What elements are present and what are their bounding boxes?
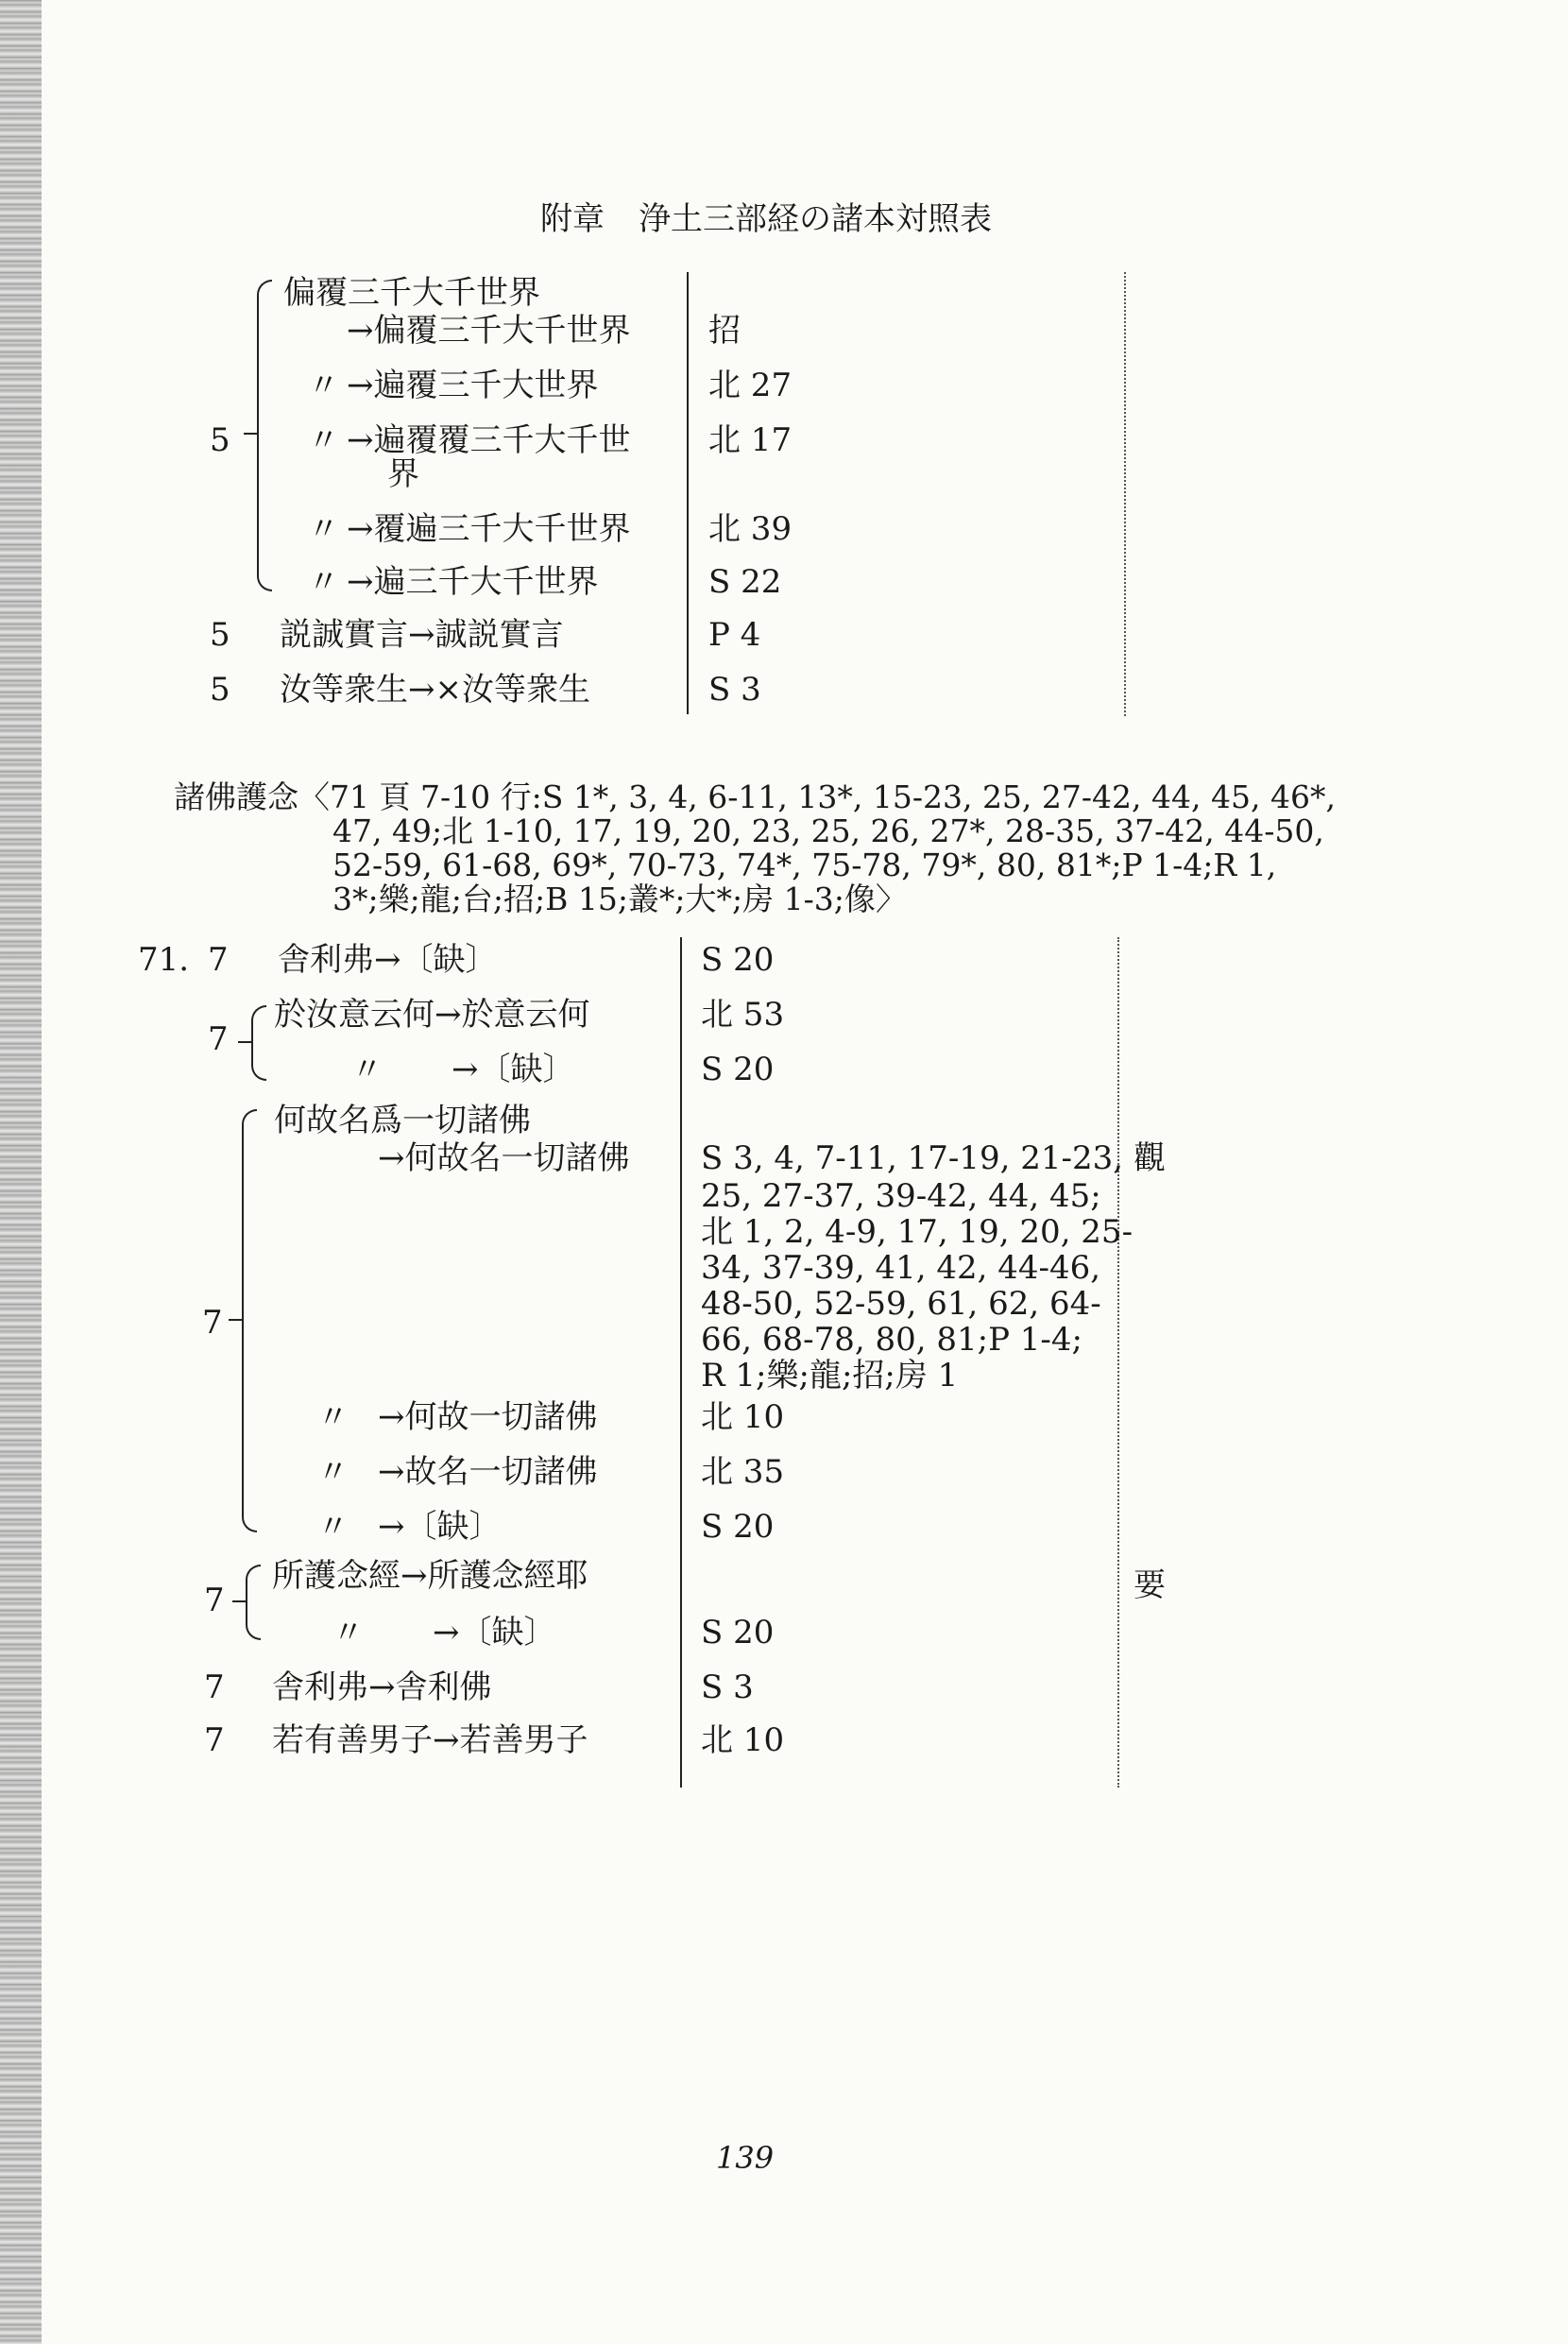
line-number: 7	[204, 1582, 225, 1619]
brace-tip	[238, 1041, 251, 1043]
dotted-rule-1	[1124, 272, 1126, 716]
source-ref: S 22	[708, 563, 782, 601]
brace-tip	[229, 1319, 242, 1321]
collation-heading-line: 諸佛護念〈71 頁 7-10 行:S 1*, 3, 4, 6-11, 13*, 15-23, 25, 27-42, 44, 45, 46*,	[174, 778, 1336, 815]
ditto-mark: 〃	[317, 1453, 349, 1490]
source-ref: 招	[708, 312, 741, 350]
source-ref: 北 1, 2, 4-9, 17, 19, 20, 25-	[701, 1213, 1133, 1251]
source-ref: S 3	[701, 1668, 754, 1706]
variant-text: →遍覆三千大世界	[347, 367, 599, 404]
brace-tip	[232, 1600, 246, 1602]
brace-lower	[257, 433, 272, 591]
variant-text: →〔缺〕	[378, 1508, 502, 1546]
ditto-mark: 〃	[317, 1508, 349, 1545]
brace-upper	[242, 1109, 257, 1321]
brace-lower	[251, 1041, 266, 1081]
running-header-chapter: 附章	[540, 200, 605, 238]
variant-text: →故名一切諸佛	[378, 1453, 598, 1491]
ditto-mark: 〃	[351, 1051, 383, 1087]
marginal-note: 觀	[1133, 1139, 1166, 1177]
source-ref: 北 17	[708, 421, 793, 459]
brace-upper	[257, 280, 272, 435]
ditto-mark: 〃	[308, 367, 339, 403]
variant-text: →〔缺〕	[452, 1051, 575, 1088]
source-ref: 66, 68-78, 80, 81;P 1-4;	[701, 1321, 1082, 1359]
variant-text: →遍三千大千世界	[347, 563, 599, 601]
line-number: 5	[210, 671, 230, 709]
source-ref: 48-50, 52-59, 61, 62, 64-	[701, 1285, 1101, 1323]
source-ref: 25, 27-37, 39-42, 44, 45;	[701, 1177, 1101, 1215]
brace-upper	[251, 1005, 266, 1043]
source-ref: S 3, 4, 7-11, 17-19, 21-23,	[701, 1139, 1124, 1177]
variant-text: →〔缺〕	[433, 1614, 556, 1651]
source-ref: 北 35	[701, 1453, 785, 1491]
column-rule-1	[687, 272, 689, 714]
running-header-title: 浄土三部経の諸本対照表	[639, 200, 992, 238]
source-ref: 34, 37-39, 41, 42, 44-46,	[701, 1249, 1101, 1287]
brace-lower	[242, 1319, 257, 1532]
collation-heading-line: 47, 49;北 1-10, 17, 19, 20, 23, 25, 26, 27*, 28-35, 37-42, 44-50,	[332, 813, 1324, 849]
ditto-mark: 〃	[308, 421, 339, 458]
brace-tip	[244, 433, 257, 435]
variant-text: 汝等衆生→×汝等衆生	[280, 671, 590, 709]
line-number: 7	[208, 941, 229, 979]
line-number: 7	[204, 1668, 225, 1706]
variant-text: 所護念經→所護念經耶	[272, 1557, 588, 1595]
ditto-mark: 〃	[317, 1398, 349, 1435]
ditto-mark: 〃	[332, 1614, 364, 1651]
variant-text: 説誠實言→誠説實言	[280, 616, 564, 654]
source-ref: S 20	[701, 1051, 775, 1088]
column-rule-2	[680, 937, 682, 1788]
source-ref: P 4	[708, 616, 761, 654]
variant-text: 舎利弗→舎利佛	[272, 1668, 492, 1706]
collation-heading-line: 3*;樂;龍;台;招;B 15;叢*;大*;房 1-3;像〉	[332, 881, 907, 917]
brace-lower	[246, 1600, 261, 1640]
brace-upper	[246, 1565, 261, 1602]
source-ref: 北 39	[708, 510, 793, 548]
source-ref: S 20	[701, 1508, 775, 1546]
source-ref: S 3	[708, 671, 761, 709]
source-ref: S 20	[701, 1614, 775, 1651]
source-ref: 北 10	[701, 1721, 785, 1759]
source-ref: 北 10	[701, 1398, 785, 1436]
variant-text: 若有善男子→若善男子	[272, 1721, 588, 1759]
source-ref: 北 27	[708, 367, 793, 404]
line-number: 7	[204, 1721, 225, 1759]
collation-heading-line: 52-59, 61-68, 69*, 70-73, 74*, 75-78, 79*, 80, 81*;P 1-4;R 1,	[332, 847, 1277, 883]
source-ref: S 20	[701, 941, 775, 979]
line-number: 7	[208, 1020, 229, 1058]
variant-text: →何故一切諸佛	[378, 1398, 598, 1436]
marginal-note: 要	[1133, 1566, 1166, 1604]
ditto-mark: 〃	[308, 563, 339, 600]
variant-text: →偏覆三千大千世界	[347, 312, 631, 350]
page-number: 139	[716, 2140, 775, 2176]
source-ref: 北 53	[701, 996, 785, 1034]
line-number: 5	[210, 421, 230, 459]
scan-edge-shadow	[0, 0, 42, 2344]
dotted-rule-2	[1117, 937, 1119, 1788]
variant-text: →覆遍三千大千世界	[347, 510, 631, 548]
line-number: 7	[202, 1304, 223, 1342]
variant-text: →何故名一切諸佛	[378, 1139, 630, 1177]
variant-text-continued: 界	[387, 455, 419, 493]
page-number-ref: 71.	[138, 941, 190, 979]
line-number: 5	[210, 616, 230, 654]
variant-text: 何故名爲一切諸佛	[274, 1102, 531, 1139]
variant-text: 於汝意云何→於意云何	[274, 996, 590, 1034]
variant-text: 舎利弗→〔缺〕	[278, 941, 498, 979]
source-ref: R 1;樂;龍;招;房 1	[701, 1357, 959, 1394]
ditto-mark: 〃	[308, 510, 339, 547]
variant-text: →遍覆覆三千大千世	[347, 421, 631, 459]
variant-text: 偏覆三千大千世界	[283, 274, 540, 312]
